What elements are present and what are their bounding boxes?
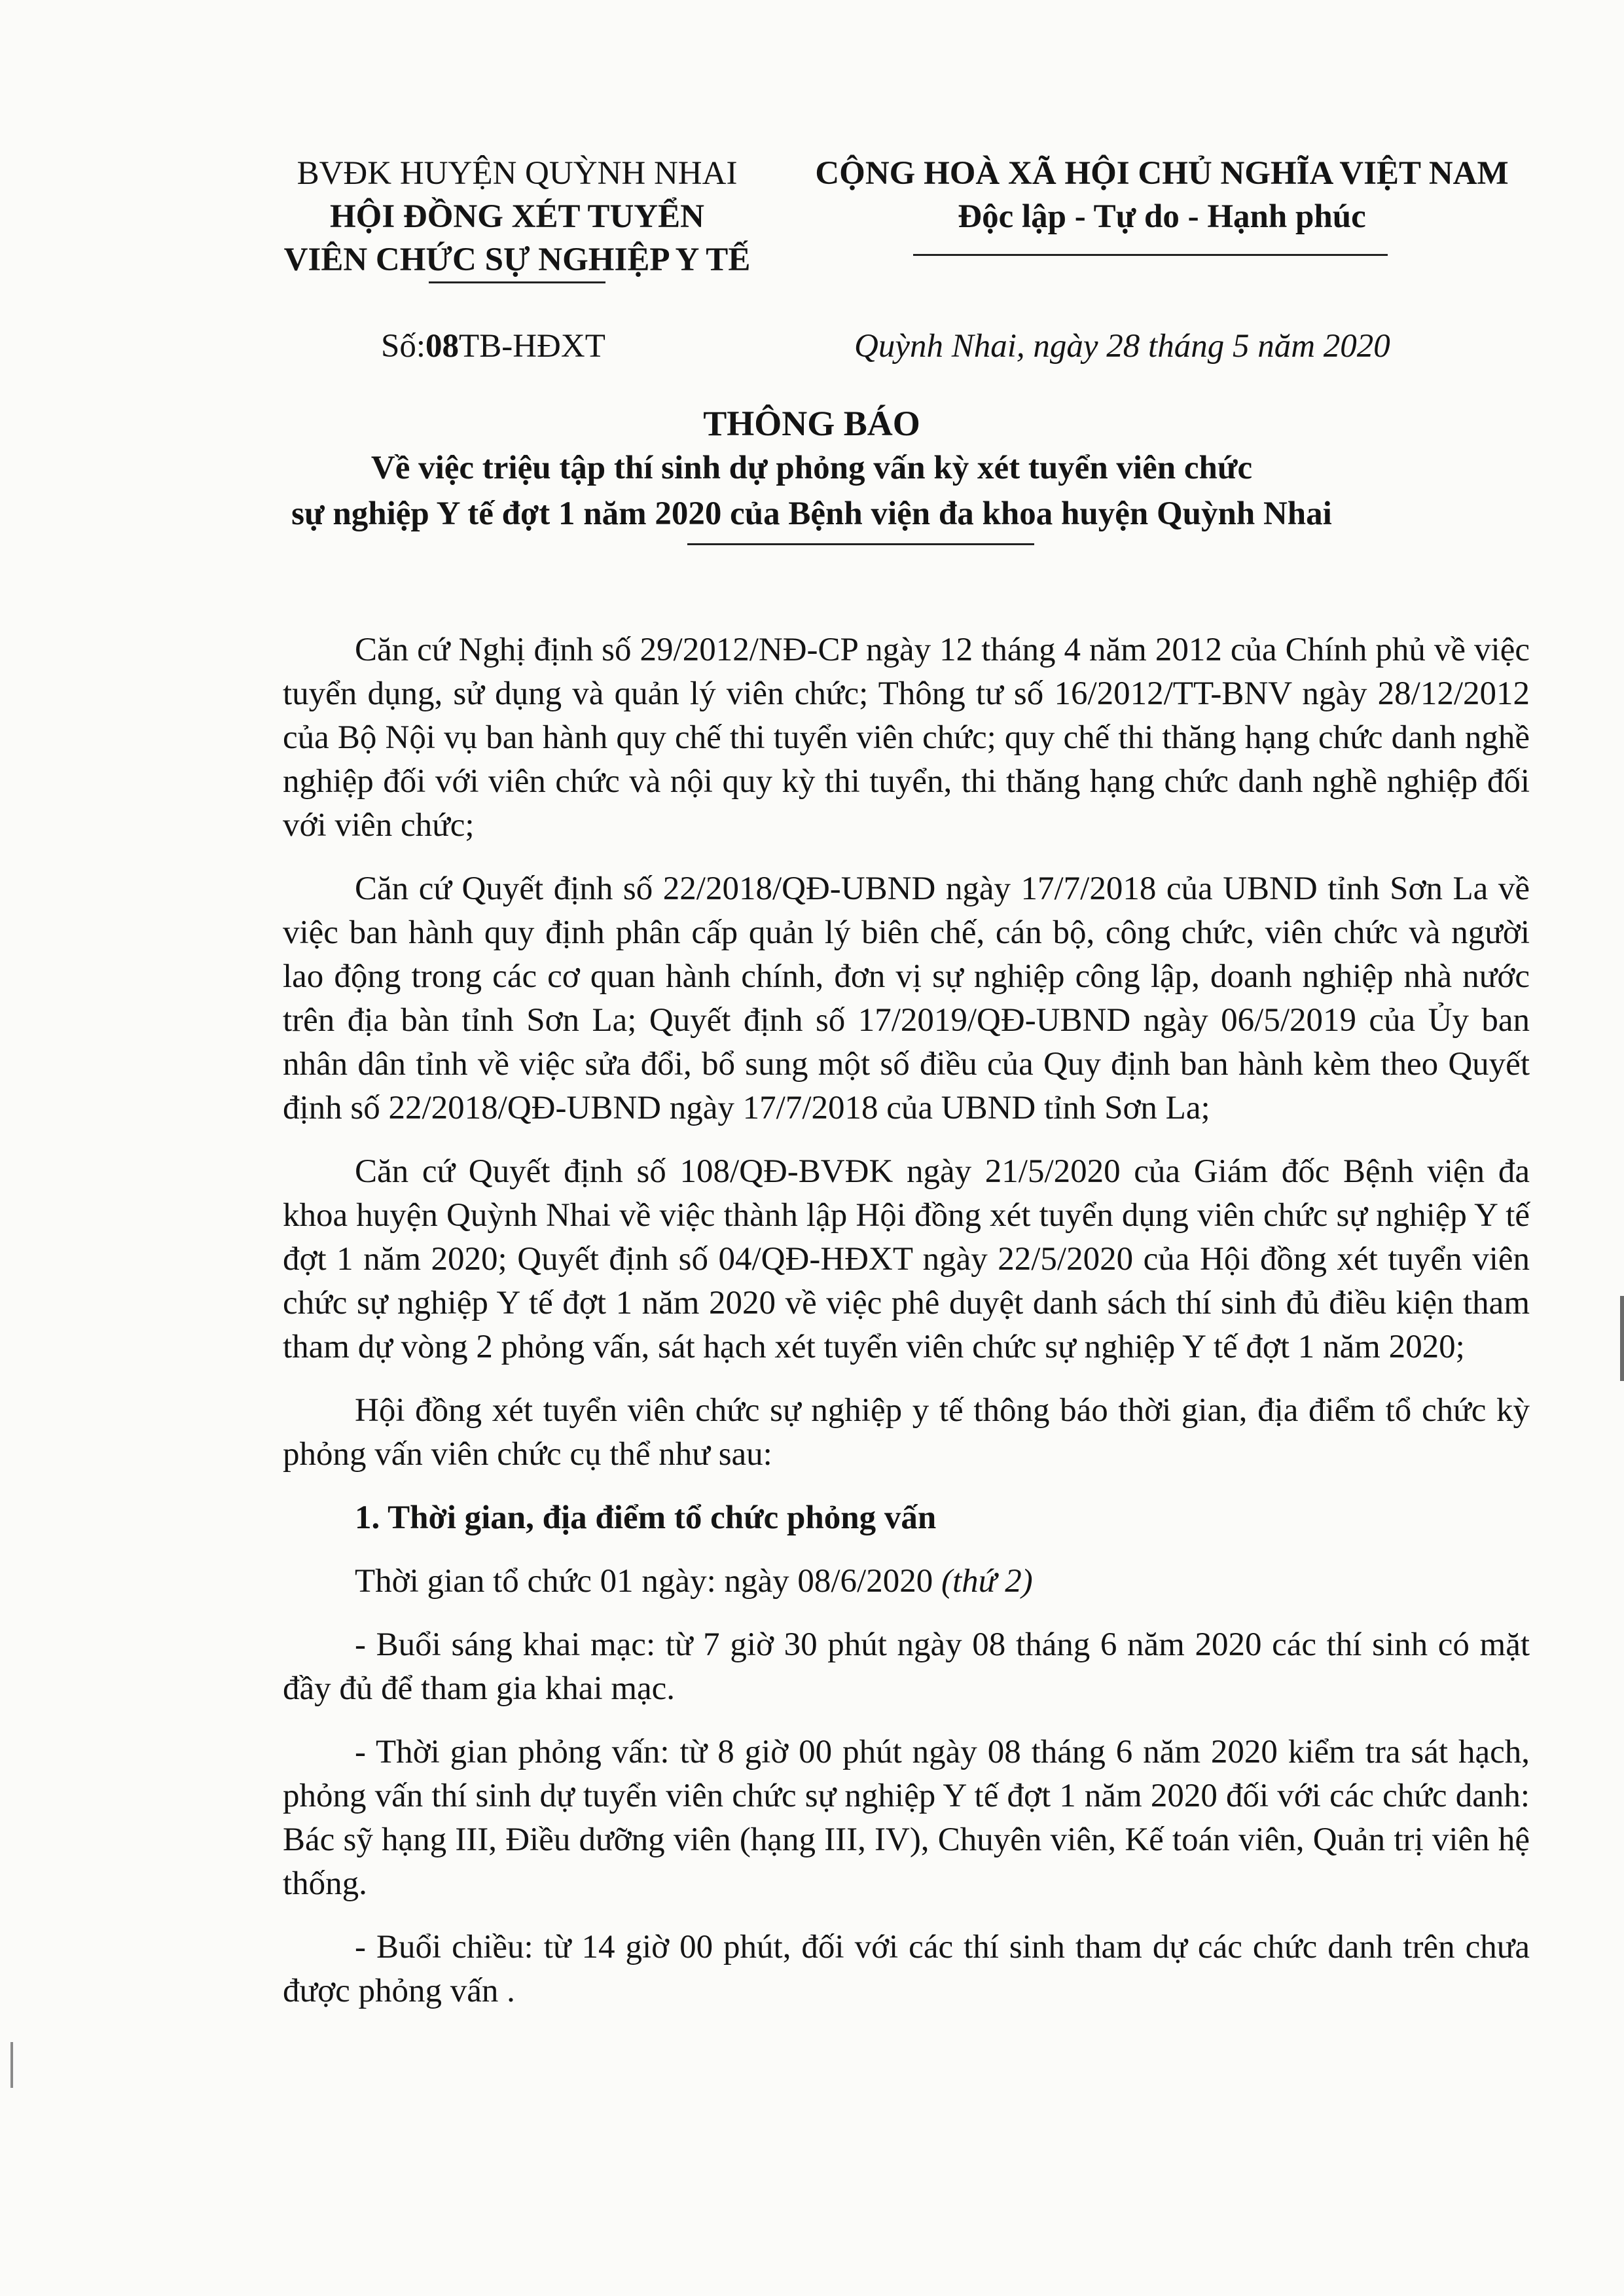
title-underline <box>687 543 1034 545</box>
document-body <box>283 628 1530 2033</box>
subtitle-line-1: Về việc triệu tập thí sinh dự phỏng vấn kỳ xét tuyển viên chức <box>370 450 1253 486</box>
motto-underline <box>913 254 1388 256</box>
subtitle-line-2: sự nghiệp Y tế đợt 1 năm 2020 của Bệnh viện đa khoa huyện Quỳnh Nhai <box>291 495 1332 532</box>
national-motto: Độc lập - Tự do - Hạnh phúc <box>958 198 1366 235</box>
agency-line-2: HỘI ĐỒNG XÉT TUYỂN <box>330 198 704 235</box>
issuing-agency-block <box>249 152 785 281</box>
national-motto-block <box>782 152 1542 238</box>
interview-date: Thời gian tổ chức 01 ngày: ngày 08/6/2020 (thứ 2) <box>355 1563 1033 1600</box>
document-number: Số:08TB-HĐXT <box>381 328 605 365</box>
paragraph-legal-basis-2: Căn cứ Quyết định số 22/2018/QĐ-UBND ngày 17/7/2018 của UBND tỉnh Sơn La về việc ban hành quy định phân cấp quản lý biên chế, cán bộ, công chức, viên chức và người lao động trong các cơ quan hành chính, đơn vị sự nghiệp công lập, doanh nghiệp nhà nước trên địa bàn tỉnh Sơn La; Quyết định số 17/2019/QĐ-UBND ngày 06/5/2019 của Ủy ban nhân dân tỉnh về việc sửa đổi, bổ sung một số điều của Quy định ban hành kèm theo Quyết định số 22/2018/QĐ-UBND ngày 17/7/2018 của UBND tỉnh Sơn La; <box>283 870 1530 1126</box>
paragraph-legal-basis-1: Căn cứ Nghị định số 29/2012/NĐ-CP ngày 12 tháng 4 năm 2012 của Chính phủ về việc tuyển dụng, sử dụng và quản lý viên chức; Thông tư số 16/2012/TT-BNV ngày 28/12/2012 của Bộ Nội vụ ban hành quy chế thi tuyển viên chức; quy chế thi thăng hạng chức danh nghề nghiệp đối với viên chức và nội quy kỳ thi tuyển, thi thăng hạng chức danh nghề nghiệp đối với viên chức; <box>283 632 1530 844</box>
paragraph-announcement: Hội đồng xét tuyển viên chức sự nghiệp y tế thông báo thời gian, địa điểm tổ chức kỳ phỏng vấn viên chức cụ thể như sau: <box>283 1392 1530 1473</box>
place-and-date: Quỳnh Nhai, ngày 28 tháng 5 năm 2020 <box>854 328 1390 365</box>
scan-edge-mark <box>1620 1296 1624 1381</box>
agency-line-1: BVĐK HUYỆN QUỲNH NHAI <box>297 155 738 192</box>
paragraph-legal-basis-3: Căn cứ Quyết định số 108/QĐ-BVĐK ngày 21/5/2020 của Giám đốc Bệnh viện đa khoa huyện Quỳnh Nhai về việc thành lập Hội đồng xét tuyển dụng viên chức sự nghiệp Y tế đợt 1 năm 2020; Quyết định số 04/QĐ-HĐXT ngày 22/5/2020 của Hội đồng xét tuyển viên chức sự nghiệp Y tế đợt 1 năm 2020 về việc phê duyệt danh sách thí sinh đủ điều kiện tham tham dự vòng 2 phỏng vấn, sát hạch xét tuyển viên chức sự nghiệp Y tế đợt 1 năm 2020; <box>283 1153 1530 1365</box>
schedule-item-interview: - Thời gian phỏng vấn: từ 8 giờ 00 phút ngày 08 tháng 6 năm 2020 kiểm tra sát hạch, phỏng vấn thí sinh dự tuyển viên chức sự nghiệp Y tế đợt 1 năm 2020 đối với các chức danh: Bác sỹ hạng III, Điều dưỡng viên (hạng III, IV), Chuyên viên, Kế toán viên, Quản trị viên hệ thống. <box>283 1734 1530 1902</box>
schedule-item-opening: - Buổi sáng khai mạc: từ 7 giờ 30 phút ngày 08 tháng 6 năm 2020 các thí sinh có mặt đầy đủ để tham gia khai mạc. <box>283 1626 1530 1707</box>
national-title: CỘNG HOÀ XÃ HỘI CHỦ NGHĨA VIỆT NAM <box>815 155 1509 192</box>
document-title: THÔNG BÁO <box>703 404 920 443</box>
agency-line-3: VIÊN CHỨC SỰ NGHIỆP Y TẾ <box>283 242 751 278</box>
section-1-heading: 1. Thời gian, địa điểm tổ chức phỏng vấn <box>355 1499 937 1536</box>
document-subtitle <box>118 445 1506 537</box>
agency-underline <box>429 281 605 283</box>
schedule-item-afternoon: - Buổi chiều: từ 14 giờ 00 phút, đối với các thí sinh tham dự các chức danh trên chưa được phỏng vấn . <box>283 1929 1530 2009</box>
scan-margin-mark <box>10 2042 13 2088</box>
